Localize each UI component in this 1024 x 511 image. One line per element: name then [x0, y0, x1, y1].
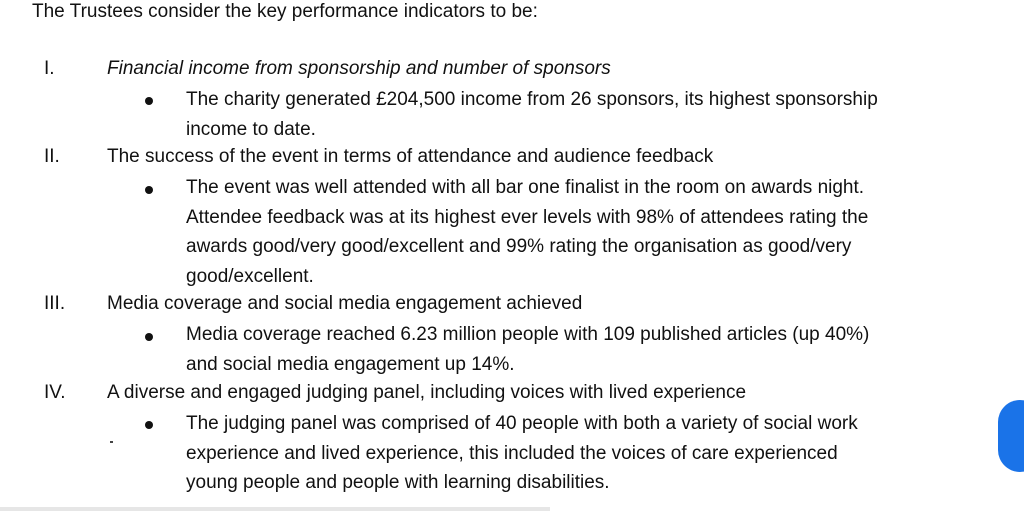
kpi-bullet-text — [186, 173, 996, 291]
bullet-line: good/excellent. — [186, 265, 314, 287]
side-panel-tab[interactable] — [998, 400, 1024, 472]
bullet-line: and social media engagement up 14%. — [186, 353, 515, 375]
bullet-line: Attendee feedback was at its highest ever levels with 98% of attendees rating the — [186, 206, 869, 228]
bullet-line: young people and people with learning disabilities. — [186, 472, 610, 493]
bullet-line: The judging panel was comprised of 40 people with both a variety of social work — [186, 413, 858, 434]
bullet-line: The charity generated £204,500 income from 26 sponsors, its highest sponsorship — [186, 89, 878, 110]
bullet-line: awards good/very good/excellent and 99% rating the organisation as good/very — [186, 236, 852, 257]
bottom-edge-strip — [0, 507, 550, 511]
bullet-line: income to date. — [186, 118, 316, 140]
bullet-line: experience and lived experience, this included the voices of care experienced — [186, 442, 838, 464]
kpi-bullet-text — [186, 85, 996, 144]
kpi-heading: The success of the event in terms of attendance and audience feedback — [107, 146, 714, 167]
kpi-bullet-text — [186, 409, 996, 498]
bullet-icon — [145, 333, 153, 341]
kpi-heading: Financial income from sponsorship and number of sponsors — [107, 58, 611, 79]
bullet-icon — [145, 97, 153, 105]
bullet-icon — [145, 186, 153, 194]
kpi-numeral: IV. — [44, 382, 66, 403]
kpi-numeral: I. — [44, 58, 55, 79]
scan-speck — [110, 441, 113, 443]
kpi-heading: Media coverage and social media engagement achieved — [107, 293, 583, 314]
kpi-bullet-text — [186, 320, 996, 379]
bullet-line: Media coverage reached 6.23 million people with 109 published articles (up 40%) — [186, 324, 870, 345]
bullet-icon — [145, 421, 153, 429]
kpi-heading: A diverse and engaged judging panel, including voices with lived experience — [107, 382, 747, 403]
intro-text: The Trustees consider the key performance indicators to be: — [32, 1, 538, 22]
bullet-line: The event was well attended with all bar one finalist in the room on awards night. — [186, 177, 865, 198]
kpi-numeral: II. — [44, 146, 60, 167]
kpi-numeral: III. — [44, 293, 66, 314]
